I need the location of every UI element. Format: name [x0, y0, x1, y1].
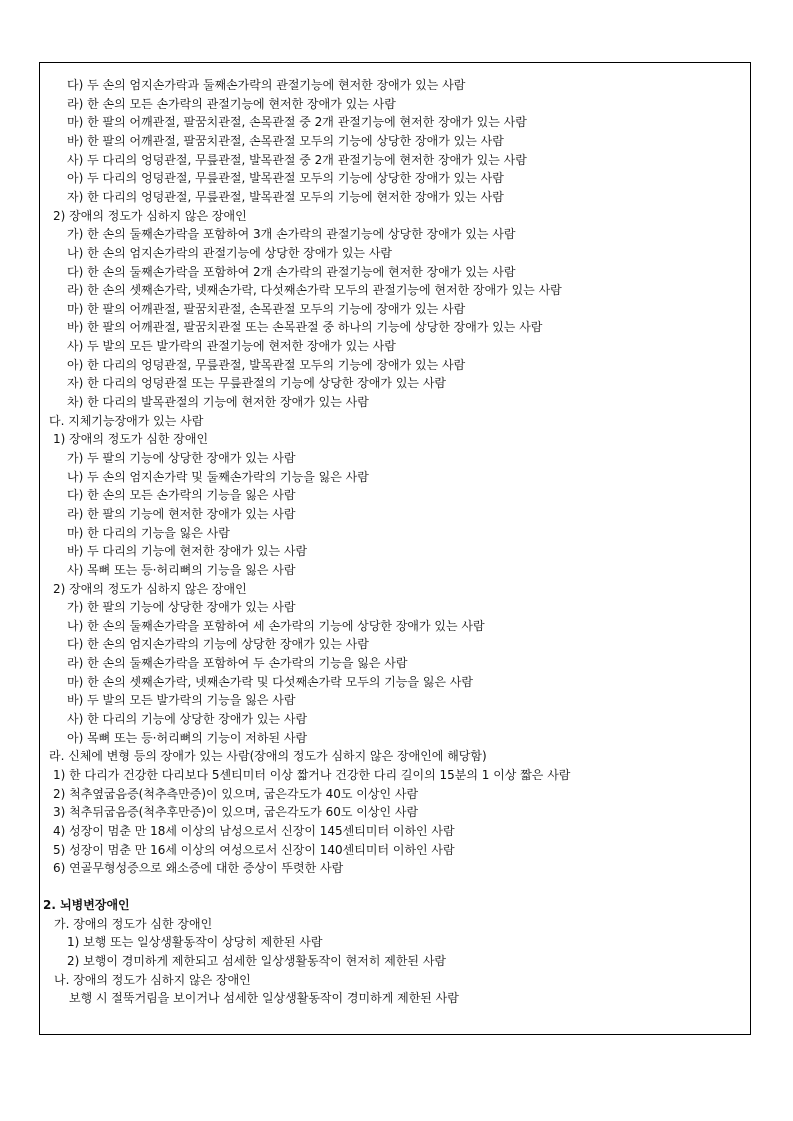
list-item: 2) 장애의 정도가 심하지 않은 장애인: [53, 209, 247, 223]
list-item: 라) 한 손의 셋째손가락, 넷째손가락, 다섯째손가락 모두의 관절기능에 현저한 장애가 있는 사람: [67, 283, 562, 297]
list-item: 아) 한 다리의 엉덩관절, 무릎관절, 발목관절 모두의 기능에 장애가 있는 사람: [67, 358, 466, 372]
list-item: 마) 한 다리의 기능을 잃은 사람: [67, 526, 230, 540]
list-item: 다) 한 손의 둘째손가락을 포함하여 2개 손가락의 관절기능에 현저한 장애가 있는 사람: [67, 265, 516, 279]
list-item: 사) 목뼈 또는 등·허리뼈의 기능을 잃은 사람: [67, 563, 296, 577]
list-item: 1) 장애의 정도가 심한 장애인: [53, 432, 209, 446]
list-item: 6) 연골무형성증으로 왜소증에 대한 증상이 뚜렷한 사람: [53, 861, 344, 875]
list-item: 1) 한 다리가 건강한 다리보다 5센티미터 이상 짧거나 건강한 다리 길이의 15분의 1 이상 짧은 사람: [53, 768, 571, 782]
list-item: 가) 두 팔의 기능에 상당한 장애가 있는 사람: [67, 451, 296, 465]
list-item: 2) 보행이 경미하게 제한되고 섬세한 일상생활동작이 현저히 제한된 사람: [67, 954, 447, 968]
list-item: 나. 장애의 정도가 심하지 않은 장애인: [54, 973, 251, 987]
list-item: 다) 두 손의 엄지손가락과 둘째손가락의 관절기능에 현저한 장애가 있는 사람: [67, 78, 466, 92]
list-item: 3) 척추뒤굽음증(척추후만증)이 있으며, 굽은각도가 60도 이상인 사람: [53, 805, 419, 819]
list-item: 나) 두 손의 엄지손가락 및 둘째손가락의 기능을 잃은 사람: [67, 470, 369, 484]
list-item: 사) 두 발의 모든 발가락의 관절기능에 현저한 장애가 있는 사람: [67, 339, 396, 353]
list-item: 1) 보행 또는 일상생활동작이 상당히 제한된 사람: [67, 935, 323, 949]
list-item: 마) 한 팔의 어깨관절, 팔꿈치관절, 손목관절 모두의 기능에 장애가 있는 사람: [67, 302, 466, 316]
list-item: 다) 한 손의 엄지손가락의 기능에 상당한 장애가 있는 사람: [67, 637, 369, 651]
list-item: 다) 한 손의 모든 손가락의 기능을 잃은 사람: [67, 488, 296, 502]
list-item: 2) 장애의 정도가 심하지 않은 장애인: [53, 582, 247, 596]
list-item: 자) 한 다리의 엉덩관절 또는 무릎관절의 기능에 상당한 장애가 있는 사람: [67, 376, 446, 390]
list-item: 나) 한 손의 둘째손가락을 포함하여 세 손가락의 기능에 상당한 장애가 있는 사람: [67, 619, 485, 633]
list-item: 4) 성장이 멈춘 만 18세 이상의 남성으로서 신장이 145센티미터 이하인 사람: [53, 824, 455, 838]
list-item: 바) 두 다리의 기능에 현저한 장애가 있는 사람: [67, 544, 308, 558]
list-item: 2) 척추옆굽음증(척추측만증)이 있으며, 굽은각도가 40도 이상인 사람: [53, 787, 419, 801]
list-item: 바) 한 팔의 어깨관절, 팔꿈치관절 또는 손목관절 중 하나의 기능에 상당한 장애가 있는 사람: [67, 320, 543, 334]
list-item: 라) 한 팔의 기능에 현저한 장애가 있는 사람: [67, 507, 296, 521]
list-item: 자) 한 다리의 엉덩관절, 무릎관절, 발목관절 모두의 기능에 현저한 장애가 있는 사람: [67, 190, 504, 204]
list-item: 가. 장애의 정도가 심한 장애인: [54, 917, 213, 931]
list-item: 보행 시 절뚝거림을 보이거나 섬세한 일상생활동작이 경미하게 제한된 사람: [69, 991, 459, 1005]
list-item: 가) 한 손의 둘째손가락을 포함하여 3개 손가락의 관절기능에 상당한 장애가 있는 사람: [67, 227, 516, 241]
list-item: 바) 두 발의 모든 발가락의 기능을 잃은 사람: [67, 693, 296, 707]
list-item: 아) 목뼈 또는 등·허리뼈의 기능이 저하된 사람: [67, 731, 308, 745]
list-item: 아) 두 다리의 엉덩관절, 무릎관절, 발목관절 모두의 기능에 상당한 장애가 있는 사람: [67, 171, 504, 185]
list-item: 다. 지체기능장애가 있는 사람: [49, 414, 204, 428]
list-item: 마) 한 팔의 어깨관절, 팔꿈치관절, 손목관절 중 2개 관절기능에 현저한 장애가 있는 사람: [67, 115, 527, 129]
list-item: 마) 한 손의 셋째손가락, 넷째손가락 및 다섯째손가락 모두의 기능을 잃은 사람: [67, 675, 473, 689]
list-item: 바) 한 팔의 어깨관절, 팔꿈치관절, 손목관절 모두의 기능에 상당한 장애가 있는 사람: [67, 134, 504, 148]
list-item: 나) 한 손의 엄지손가락의 관절기능에 상당한 장애가 있는 사람: [67, 246, 392, 260]
list-item: 사) 두 다리의 엉덩관절, 무릎관절, 발목관절 중 2개 관절기능에 현저한 장애가 있는 사람: [67, 153, 527, 167]
list-item: 라) 한 손의 둘째손가락을 포함하여 두 손가락의 기능을 잃은 사람: [67, 656, 408, 670]
list-item: 라) 한 손의 모든 손가락의 관절기능에 현저한 장애가 있는 사람: [67, 97, 396, 111]
list-item: 가) 한 팔의 기능에 상당한 장애가 있는 사람: [67, 600, 296, 614]
list-item: 5) 성장이 멈춘 만 16세 이상의 여성으로서 신장이 140센티미터 이하인 사람: [53, 843, 455, 857]
list-item: 차) 한 다리의 발목관절의 기능에 현저한 장애가 있는 사람: [67, 395, 369, 409]
list-item: 사) 한 다리의 기능에 상당한 장애가 있는 사람: [67, 712, 308, 726]
section-heading: 2. 뇌병변장애인: [43, 898, 130, 912]
list-item: 라. 신체에 변형 등의 장애가 있는 사람(장애의 정도가 심하지 않은 장애인에 해당함): [49, 749, 487, 763]
